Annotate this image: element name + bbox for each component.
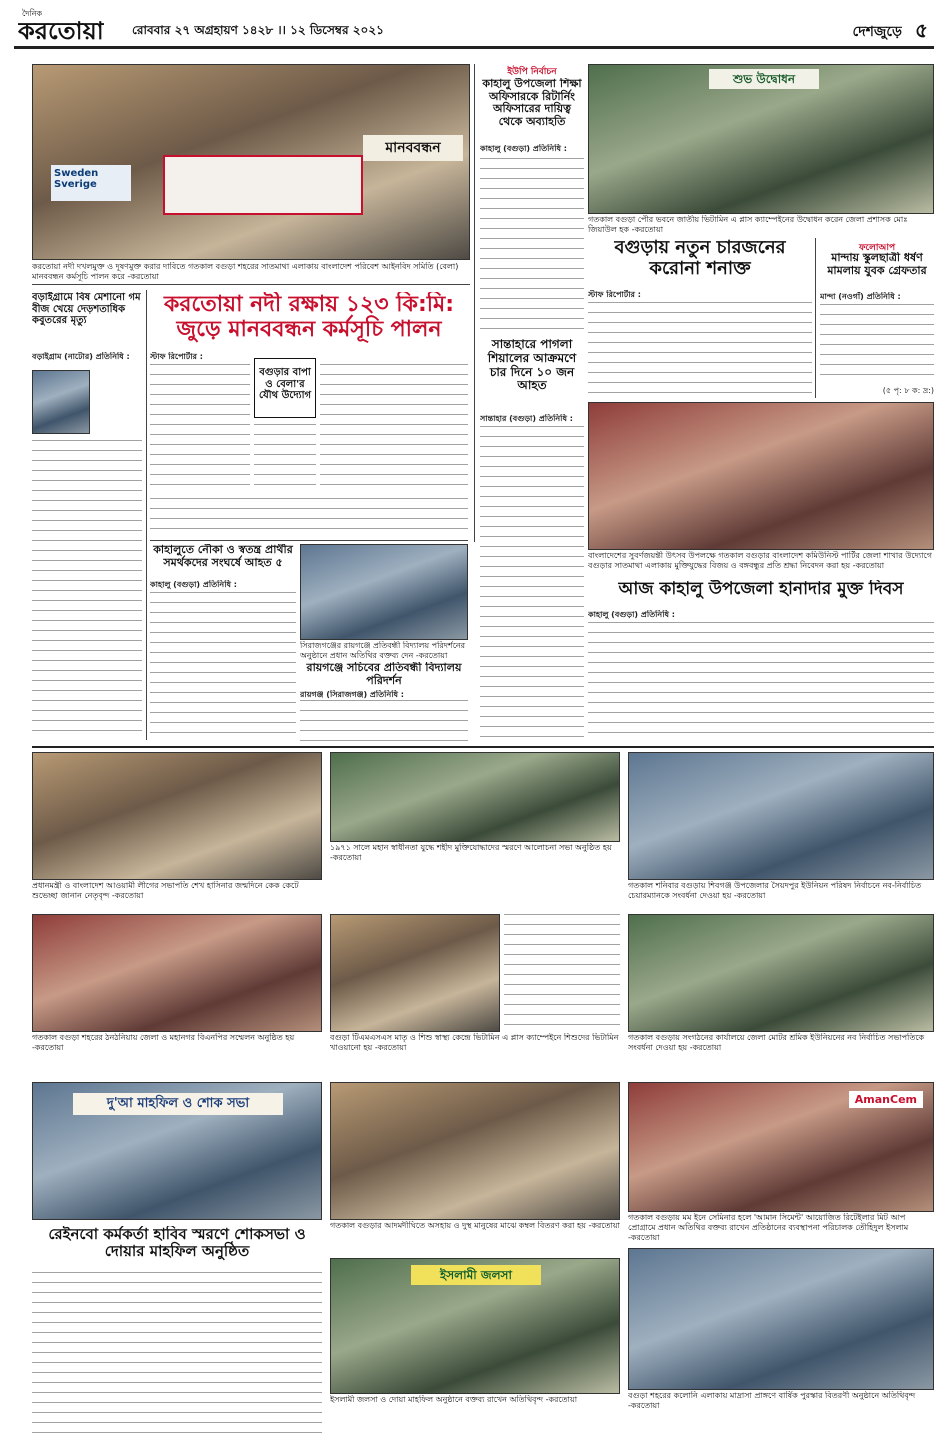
pigeons-body: [32, 440, 142, 740]
grid-photo-4: [32, 914, 322, 1032]
fox-byline: সান্তাহার (বগুড়া) প্রতিনিধি :: [480, 414, 573, 423]
grid-caption-5: বগুড়া টিএমএসএস মাতৃ ও শিশু স্বাস্থ্য কেন্দ্রে ভিটামিন এ প্লাস ক্যাম্পেইনে শিশুদের ভিটামিন খাওয়ানো হয় -করতোয়া: [330, 1033, 619, 1052]
karatoya-inset: বগুড়ার বাপা ও বেলা'র যৌথ উদ্যোগ: [254, 358, 316, 418]
pigeons-headline: বড়াইগ্রামে বিষ মেশানো গম বীজ খেয়ে দেড়শতাধিক কবুতরের মৃত্যু: [32, 292, 141, 326]
grid-photo-10: [628, 1248, 934, 1390]
grid-photo-8: [628, 1082, 934, 1212]
kahalu-free-headline: আজ কাহালু উপজেলা হানাদার মুক্ত দিবস: [618, 580, 904, 599]
rule: [150, 540, 468, 541]
grid-photo-1: [32, 752, 322, 880]
raiganj-body: [300, 700, 468, 742]
grid-text-5: [504, 914, 620, 1032]
col-rule: [815, 238, 816, 398]
upazila-kicker: ইউপি নির্বাচন: [507, 67, 557, 77]
grid-caption-1: প্রধানমন্ত্রী ও বাংলাদেশ আওয়ামী লীগের সভাপতি শেখ হাসিনার জন্মদিনে কেক কেটে শুভেচ্ছা জানান নেতৃবৃন্দ -করতোয়া: [32, 881, 299, 900]
cooperative-caption: বাংলাদেশের সুবর্ণজয়ন্তী উৎসব উপলক্ষে গতকাল বগুড়ার বাংলাদেশ কমিউনিস্ট পার্টির জেলা শাখার উদ্যোগে বগুড়ার সাতমাথা এলাকায় মুক্তিযুদ্ধের বিজয় ও বঙ্গবন্ধুর প্রতি শ্রদ্ধা নিবেদন করা হয় -করতোয়া: [588, 551, 932, 570]
raiganj-byline: রায়গঞ্জ (সিরাজগঞ্জ) প্রতিনিধি :: [300, 690, 405, 699]
raiganj-caption: সিরাজগঞ্জের রায়গঞ্জে প্রতিবন্ধী বিদ্যালয় পরিদর্শনের অনুষ্ঠানে প্রধান অতিথির বক্তব্য দেন -করতোয়া: [300, 641, 466, 660]
raiganj-photo: [300, 544, 468, 640]
corona-byline: স্টাফ রিপোর্টার :: [588, 290, 641, 299]
kahalu-boat-byline: কাহালু (বগুড়া) প্রতিনিধি :: [150, 580, 237, 589]
followup-byline: মান্দা (নওগাঁ) প্রতিনিধি :: [820, 292, 901, 301]
upazila-byline: কাহালু (বগুড়া) প্রতিনিধি :: [480, 144, 567, 153]
grid-photo-7: [330, 1082, 620, 1220]
sverige-banner: Sweden Sverige: [51, 165, 131, 201]
grid-photo-3: [628, 752, 934, 880]
fox-body: [480, 426, 584, 746]
raiganj-headline: রায়গঞ্জে সচিবের প্রতিবন্ধী বিদ্যালয় পরিদর্শন: [306, 662, 462, 687]
grid-caption-7: গতকাল বগুড়ার আদমদীঘিতে অসহায় ও দুস্থ মানুষের মাঝে কম্বল বিতরণ করা হয় -করতোয়া: [330, 1221, 620, 1230]
rainbow-banner: দু'আ মাহফিল ও শোক সভা: [73, 1093, 283, 1115]
kahalu-free-byline: কাহালু (বগুড়া) প্রতিনিধি :: [588, 610, 675, 619]
karatoya-body-2: [254, 424, 316, 494]
cooperative-photo: [588, 402, 934, 550]
col-rule: [146, 290, 147, 740]
corona-body: [588, 302, 812, 398]
karatoya-body-3: [320, 364, 468, 494]
grid-caption-6: গতকাল বগুড়ায় সংগঠনের কার্যালয়ে জেলা মোটর শ্রমিক ইউনিয়নের নব নির্বাচিত সভাপতিকে সংবর্ধনা দেওয়া হয় -করতোয়া: [628, 1033, 925, 1052]
kahalu-boat-headline: কাহালুতে নৌকা ও স্বতন্ত্র প্রার্থীর সমর্থকদের সংঘর্ষে আহত ৫: [153, 544, 293, 569]
followup-headline: মান্দায় স্কুলছাত্রী ধর্ষণ মামলায় যুবক গ্রেফতার: [827, 252, 927, 277]
section-rule: [32, 746, 934, 748]
grid-caption-4: গতকাল বগুড়া শহরের ঠনঠনিয়ায় জেলা ও মহানগর বিএনপির সম্মেলন অনুষ্ঠিত হয় -করতোয়া: [32, 1033, 295, 1052]
followup-body: [820, 304, 934, 384]
rainbow-headline: রেইনবো কর্মকর্তা হাবিব স্মরণে শোকসভা ও দোয়ার মাহফিল অনুষ্ঠিত: [48, 1226, 306, 1261]
kahalu-boat-body: [150, 592, 296, 742]
karatoya-photo-caption: করতোয়া নদী দখলমুক্ত ও দূষণমুক্ত করার দাবিতে গতকাল বগুড়া শহরের সাতমাথা এলাকায় বাংলাদেশ পরিবেশ আইনবিদ সমিতি (বেলা) মানববন্ধন কর্মসূচি পালন করে -করতোয়া: [32, 262, 459, 281]
karatoya-body-4: [150, 498, 468, 538]
section-name: দেশজুড়ে: [852, 24, 902, 40]
grid-caption-9: ইসলামী জলসা ও দোয়া মাহফিল অনুষ্ঠানে বক্তব্য রাখেন অতিথিবৃন্দ -করতোয়া: [330, 1395, 578, 1404]
followup-continued: (৫ পৃ: ৮ ক: দ্র:): [882, 386, 934, 395]
pigeons-byline: বড়াইগ্রাম (নাটোর) প্রতিনিধি :: [32, 352, 130, 361]
karatoya-headline: করতোয়া নদী রক্ষায় ১২৩ কি:মি: জুড়ে মানববন্ধন কর্মসূচি পালন: [163, 292, 455, 343]
page-number: ৫: [915, 18, 928, 42]
grid-photo-9: [330, 1258, 620, 1394]
vitamin-photo: [588, 64, 934, 214]
red-banner: [163, 155, 363, 215]
amancem-logo: AmanCem: [849, 1091, 923, 1108]
corona-headline: বগুড়ায় নতুন চারজনের করোনা শনাক্ত: [614, 238, 786, 279]
upazila-body: [480, 158, 584, 334]
masthead-date: রোববার ২৭ অগ্রহায়ণ ১৪২৮ ।। ১২ ডিসেম্বর ২০২১: [132, 23, 384, 37]
karatoya-photo: [32, 64, 470, 260]
islami-banner: ইসলামী জলসা: [411, 1265, 541, 1285]
grid-photo-6: [628, 914, 934, 1032]
manob-banner: মানববন্ধন: [363, 135, 463, 161]
grid-caption-8: গতকাল বগুড়ায় মম ইনে সেমিনার হলে 'আমান সিমেন্ট' আয়োজিত রিটেইলার মিট আপ প্রোগ্রামে প্রধান অতিথির বক্তব্য রাখেন প্রতিষ্ঠানের ব্যবস্থাপনা পরিচালক তৌহিদুল ইসলাম -করতোয়া: [628, 1213, 909, 1242]
logo: করতোয়া: [18, 17, 104, 45]
masthead-rule: [14, 46, 934, 49]
grid-caption-2: ১৯৭১ সালে মহান স্বাধীনতা যুদ্ধে শহীদ মুক্তিযোদ্ধাদের স্মরণে আলোচনা সভা অনুষ্ঠিত হয় -করতোয়া: [330, 843, 612, 862]
vitamin-caption: গতকাল বগুড়া পৌর ভবনে জাতীয় ভিটামিন এ প্লাস ক্যাম্পেইনের উদ্বোধন করেন জেলা প্রশাসক মোঃ জিয়াউল হক -করতোয়া: [588, 215, 908, 234]
karatoya-byline: স্টাফ রিপোর্টার :: [150, 352, 203, 361]
rule: [32, 284, 470, 285]
followup-kicker: ফলোআপ: [858, 243, 896, 253]
masthead: [14, 6, 934, 50]
grid-caption-3: গতকাল শনিবার বগুড়ায় শিবগঞ্জ উপজেলার সৈয়দপুর ইউনিয়ন পরিষদ নির্বাচনে নব-নির্বাচিত চেয়ারম্যানকে সংবর্ধনা দেওয়া হয় -করতোয়া: [628, 881, 922, 900]
pigeons-photo: [32, 370, 90, 434]
karatoya-body-1: [150, 364, 250, 494]
logo-top: দৈনিক: [22, 9, 43, 18]
rainbow-photo: [32, 1082, 322, 1220]
grid-photo-5: [330, 914, 500, 1032]
rainbow-body: [32, 1272, 322, 1434]
col-rule: [474, 64, 475, 542]
grid-photo-2: [330, 752, 620, 842]
grid-caption-10: বগুড়া শহরের কলোনি এলাকায় মাদ্রাসা প্রাঙ্গণে বার্ষিক পুরস্কার বিতরণী অনুষ্ঠানে অতিথিবৃন্দ -করতোয়া: [628, 1391, 916, 1410]
kahalu-free-body: [588, 622, 934, 740]
vitamin-banner: শুভ উদ্বোধন: [709, 69, 819, 89]
upazila-headline: কাহালু উপজেলা শিক্ষা অফিসারকে রিটার্নিং অফিসারের দায়িত্ব থেকে অব্যাহতি: [482, 78, 582, 128]
fox-headline: সান্তাহারে পাগলা শিয়ালের আক্রমণে চার দিনে ১০ জন আহত: [487, 338, 577, 393]
